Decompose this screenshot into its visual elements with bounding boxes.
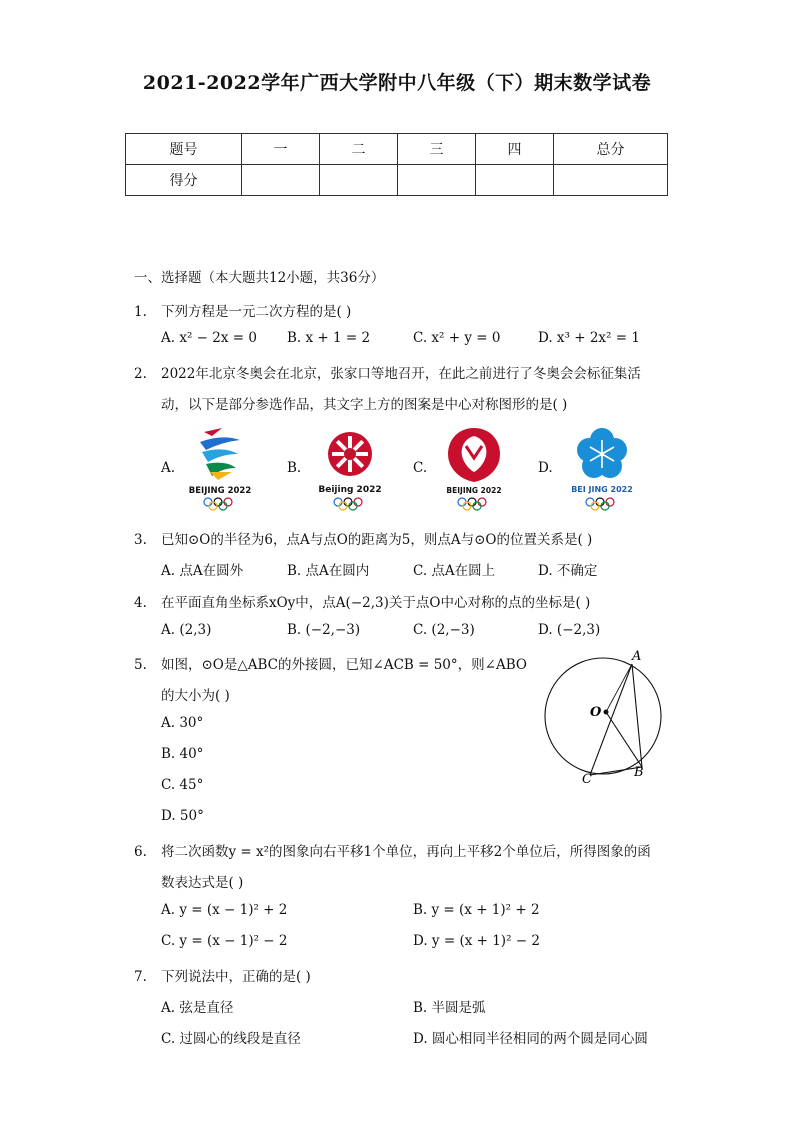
logo-d-caption: BEI JING 2022 xyxy=(571,485,633,494)
option-c: C. x² + y = 0 xyxy=(413,330,501,346)
question-1 xyxy=(134,300,351,320)
logo-c-caption: BEIJING 2022 xyxy=(446,486,502,495)
option-c: C. y = (x − 1)² − 2 xyxy=(161,933,288,949)
question-stem-continued: 的大小为( ) xyxy=(161,688,230,704)
option-b: B. y = (x + 1)² + 2 xyxy=(413,902,540,918)
question-stem: 在平面直角坐标系xOy中，点A(−2,3)关于点O中心对称的点的坐标是( ) xyxy=(161,595,591,611)
question-2 xyxy=(134,362,641,382)
question-stem: 将二次函数y = x²的图象向右平移1个单位，再向上平移2个单位后，所得图象的函 xyxy=(161,844,651,860)
option-a: A. (2,3) xyxy=(161,622,212,638)
label-b: B xyxy=(634,765,644,780)
option-b: B. 40° xyxy=(161,746,204,762)
question-number: 5. xyxy=(134,657,147,673)
score-blank[interactable] xyxy=(242,165,320,196)
score-table-cell: 四 xyxy=(476,134,554,165)
option-a: A. 点A在圆外 xyxy=(161,563,244,579)
option-c: C. xyxy=(413,460,428,476)
score-table xyxy=(125,133,668,196)
score-table-cell: 二 xyxy=(320,134,398,165)
option-d: D. 圆心相同半径相同的两个圆是同心圆 xyxy=(413,1031,648,1047)
question-number: 2. xyxy=(134,366,147,382)
question-stem: 如图，⊙O是△ABC的外接圆，已知∠ACB = 50°，则∠ABO xyxy=(161,657,527,673)
question-stem: 下列说法中，正确的是( ) xyxy=(161,969,311,985)
score-table-cell: 总分 xyxy=(554,134,668,165)
option-a: A. 30° xyxy=(161,715,204,731)
score-table-header-row xyxy=(126,134,668,165)
question-stem: 下列方程是一元二次方程的是( ) xyxy=(161,304,352,320)
option-d: D. (−2,3) xyxy=(538,622,601,638)
option-d: D. 不确定 xyxy=(538,563,598,579)
question-4 xyxy=(134,591,590,611)
circumcircle xyxy=(545,658,661,774)
option-b: B. 半圆是弧 xyxy=(413,1000,486,1016)
question-stem: 2022年北京冬奥会在北京，张家口等地召开，在此之前进行了冬奥会会标征集活 xyxy=(161,366,641,382)
score-blank[interactable] xyxy=(476,165,554,196)
option-b: B. (−2,−3) xyxy=(287,622,361,638)
option-d: D. x³ + 2x² = 1 xyxy=(538,330,640,346)
option-b: B. xyxy=(287,460,302,476)
option-a: A. x² − 2x = 0 xyxy=(161,330,257,346)
score-table-cell: 三 xyxy=(398,134,476,165)
option-a: A. 弦是直径 xyxy=(161,1000,234,1016)
question-3 xyxy=(134,528,592,548)
option-c: C. 过圆心的线段是直径 xyxy=(161,1031,301,1047)
question-number: 1. xyxy=(134,304,147,320)
option-b: B. 点A在圆内 xyxy=(287,563,370,579)
score-table-cell: 题号 xyxy=(126,134,242,165)
question-7 xyxy=(134,965,311,985)
question-number: 7. xyxy=(134,969,147,985)
option-c: C. 45° xyxy=(161,777,204,793)
score-table-score-row xyxy=(126,165,668,196)
logo-a-caption: BEIJING 2022 xyxy=(188,486,252,496)
logo-a-image xyxy=(182,424,258,512)
label-c: C xyxy=(582,772,592,787)
section-heading: 一、选择题（本大题共12小题，共36分） xyxy=(134,270,385,286)
option-b: B. x + 1 = 2 xyxy=(287,330,371,346)
option-c: C. (2,−3) xyxy=(413,622,475,638)
score-table-row-label: 得分 xyxy=(126,165,242,196)
question-stem-continued: 动，以下是部分参选作品，其文字上方的图案是中心对称图形的是( ) xyxy=(161,397,568,413)
score-blank[interactable] xyxy=(398,165,476,196)
option-a: A. y = (x − 1)² + 2 xyxy=(161,902,288,918)
option-c: C. 点A在圆上 xyxy=(413,563,496,579)
page-title: 2021-2022学年广西大学附中八年级（下）期末数学试卷 xyxy=(142,72,652,94)
label-o: O xyxy=(590,705,602,720)
logo-d-image xyxy=(562,424,642,512)
score-table-cell: 一 xyxy=(242,134,320,165)
logo-b-caption: Beijing 2022 xyxy=(318,485,382,495)
option-d: D. xyxy=(538,460,553,476)
question-number: 4. xyxy=(134,595,147,611)
question-5 xyxy=(134,653,527,673)
option-a: A. xyxy=(161,460,176,476)
question-stem: 已知⊙O的半径为6，点A与点O的距离为5，则点A与⊙O的位置关系是( ) xyxy=(161,532,593,548)
logo-c-image xyxy=(436,424,512,512)
segment-ab xyxy=(632,664,642,767)
score-blank[interactable] xyxy=(320,165,398,196)
option-d: D. 50° xyxy=(161,808,204,824)
question-6 xyxy=(134,840,651,860)
question-number: 6. xyxy=(134,844,147,860)
segment-oa xyxy=(606,664,632,712)
option-d: D. y = (x + 1)² − 2 xyxy=(413,933,540,949)
center-point xyxy=(604,710,609,715)
segment-ob xyxy=(606,712,642,767)
label-a: A xyxy=(632,649,642,664)
circle-triangle-figure xyxy=(536,646,666,788)
logo-b-image xyxy=(312,424,388,512)
question-number: 3. xyxy=(134,532,147,548)
score-blank[interactable] xyxy=(554,165,668,196)
question-stem-continued: 数表达式是( ) xyxy=(161,875,244,891)
